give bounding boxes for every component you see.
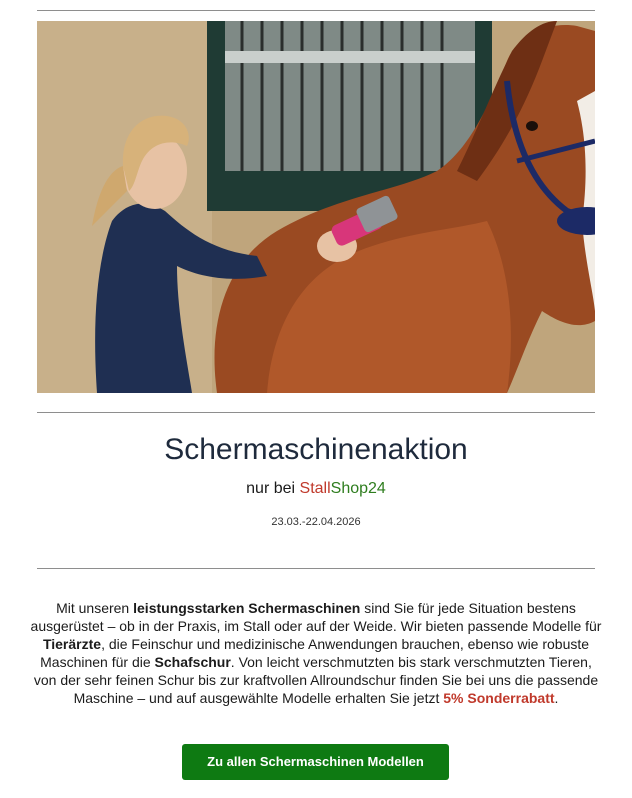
subtitle-prefix: nur bei xyxy=(246,480,300,497)
brand-name-shop24: Shop24 xyxy=(330,480,386,497)
divider-bottom xyxy=(37,568,595,569)
body-bold-vets: Tierärzte xyxy=(42,636,102,652)
divider-top xyxy=(37,10,595,11)
body-text-4: . Von leicht verschmutzten bis stark verschmutzten Tieren, von der sehr feinen Schur bis zur kraftvollen Allroundschur finden Sie bei uns die passende Maschine – und auf ausgewählte Modelle erhalten Sie jetzt xyxy=(33,654,599,706)
promo-description xyxy=(30,599,602,707)
body-text-3: , die Feinschur und medizinische Anwendungen brauchen, ebenso wie robuste Maschinen für die xyxy=(40,636,590,670)
page-title: Schermaschinenaktion xyxy=(164,433,468,466)
body-bold-sheep: Schafschur xyxy=(154,654,231,670)
all-clipper-models-button[interactable]: Zu allen Schermaschinen Modellen xyxy=(182,744,449,780)
body-text-2: sind Sie für jede Situation bestens ausgerüstet – ob in der Praxis, im Stall oder auf der Weide. Wir bieten passende Modelle für xyxy=(30,600,602,634)
subtitle xyxy=(37,479,595,499)
brand-name-stall: Stall xyxy=(299,480,331,497)
body-bold-machines: leistungsstarken Schermaschinen xyxy=(133,600,361,616)
body-text-5: . xyxy=(554,690,559,706)
promotion-dates: 23.03.-22.04.2026 xyxy=(271,516,361,528)
horse-clipping-photo xyxy=(37,21,595,393)
body-text-1: Mit unseren xyxy=(56,600,134,616)
discount-highlight: 5% Sonderrabatt xyxy=(443,690,555,706)
hero-image xyxy=(37,21,595,393)
divider-middle xyxy=(37,412,595,413)
